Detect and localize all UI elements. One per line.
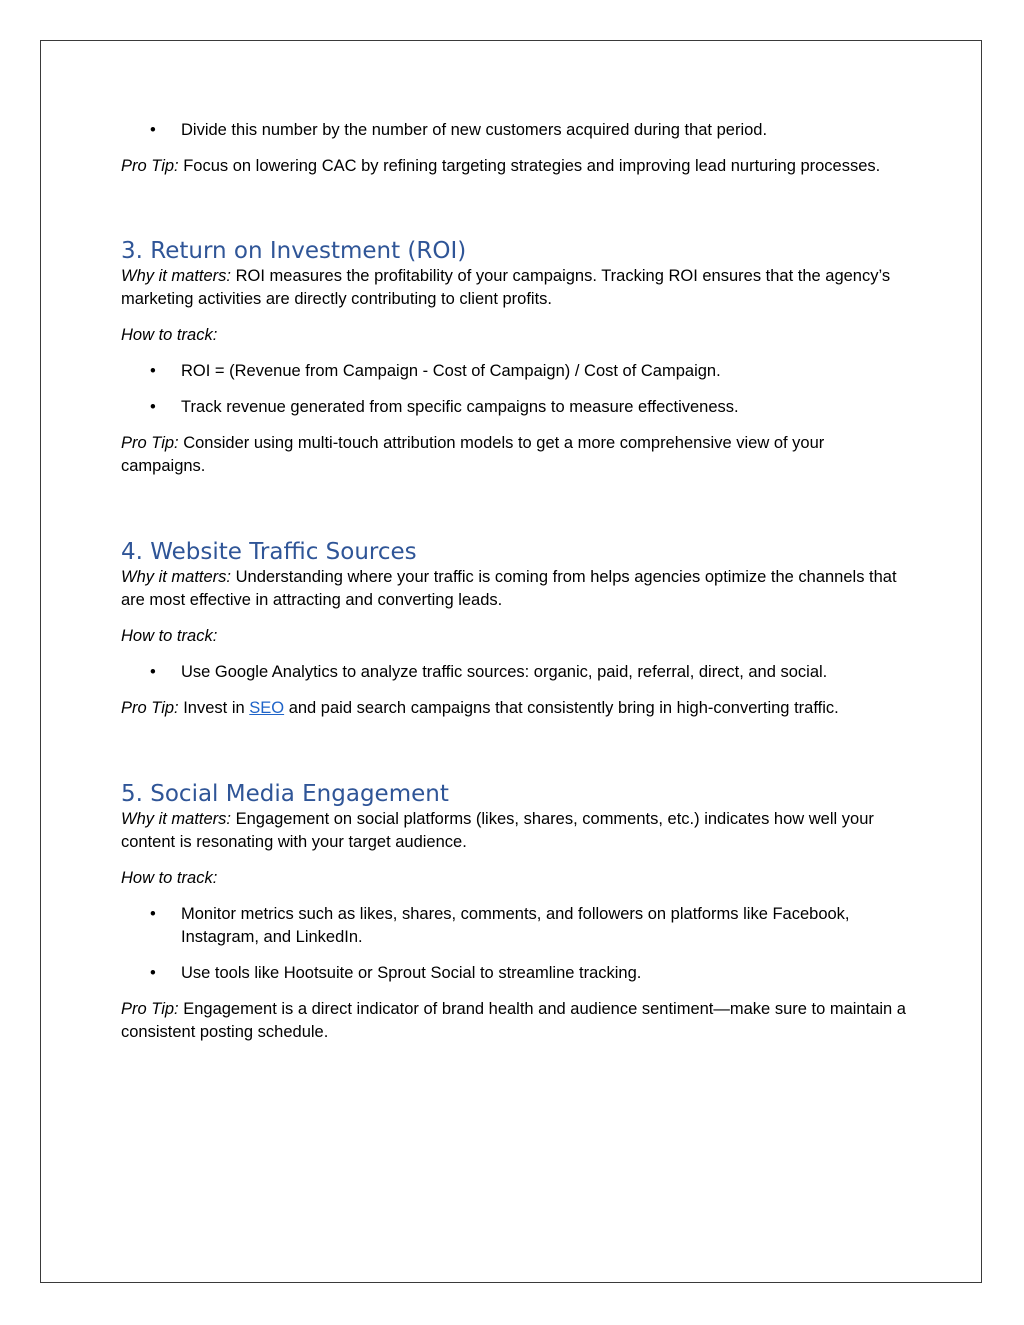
list-item-text: Use tools like Hootsuite or Sprout Social to streamline tracking. <box>181 964 642 982</box>
list-item-text: Divide this number by the number of new customers acquired during that period. <box>181 121 768 139</box>
list-item <box>121 119 911 142</box>
intro-pro-tip <box>121 155 911 178</box>
pro-tip-label: Pro Tip: <box>121 1000 179 1018</box>
bullet-glyph: • <box>150 398 156 416</box>
bullet-list <box>121 903 911 985</box>
how-to-track <box>121 324 911 347</box>
pro-tip-label: Pro Tip: <box>121 699 179 717</box>
pro-tip <box>121 432 911 478</box>
list-item <box>121 661 911 684</box>
section-roi <box>121 237 911 478</box>
list-item <box>121 396 911 419</box>
pro-tip-text: Consider using multi-touch attribution models to get a more comprehensive view of your campaigns. <box>121 434 825 475</box>
why-it-matters <box>121 566 911 612</box>
pro-tip-text: Focus on lowering CAC by refining targeting strategies and improving lead nurturing processes. <box>178 157 881 175</box>
list-item-text: Track revenue generated from specific campaigns to measure effectiveness. <box>181 398 739 416</box>
section-website-traffic-sources <box>121 538 911 720</box>
bullet-list <box>121 360 911 419</box>
how-to-track <box>121 867 911 890</box>
section-heading: 4. Website Traffic Sources <box>121 539 417 565</box>
why-text: ROI measures the profitability of your campaigns. Tracking ROI ensures that the agency’s marketing activities are directly contributing to client profits. <box>121 267 891 308</box>
list-item <box>121 962 911 985</box>
why-text: Engagement on social platforms (likes, shares, comments, etc.) indicates how well your content is resonating with your target audience. <box>121 810 874 851</box>
pro-tip <box>121 998 911 1044</box>
seo-link[interactable]: SEO <box>249 699 285 717</box>
bullet-glyph: • <box>150 362 156 380</box>
bullet-glyph: • <box>150 964 156 982</box>
pro-tip-text: Engagement is a direct indicator of brand health and audience sentiment—make sure to maintain a consistent posting schedule. <box>121 1000 906 1041</box>
why-label: Why it matters: <box>121 267 232 285</box>
why-label: Why it matters: <box>121 810 232 828</box>
why-it-matters <box>121 265 911 311</box>
pro-tip-label: Pro Tip: <box>121 157 179 175</box>
pro-tip <box>121 697 911 720</box>
document-body <box>121 119 911 1057</box>
bullet-glyph: • <box>150 121 156 139</box>
how-label: How to track: <box>121 627 218 645</box>
list-item <box>121 360 911 383</box>
list-item-text: ROI = (Revenue from Campaign - Cost of Campaign) / Cost of Campaign. <box>181 362 721 380</box>
list-item <box>121 903 911 949</box>
section-heading: 3. Return on Investment (ROI) <box>121 238 467 264</box>
why-label: Why it matters: <box>121 568 232 586</box>
bullet-list <box>121 661 911 684</box>
bullet-glyph: • <box>150 905 156 923</box>
why-it-matters <box>121 808 911 854</box>
pro-tip-text-before: Invest in <box>178 699 250 717</box>
pro-tip-text-after: and paid search campaigns that consistently bring in high-converting traffic. <box>284 699 839 717</box>
how-to-track <box>121 625 911 648</box>
how-label: How to track: <box>121 869 218 887</box>
pro-tip-label: Pro Tip: <box>121 434 179 452</box>
how-label: How to track: <box>121 326 218 344</box>
list-item-text: Use Google Analytics to analyze traffic sources: organic, paid, referral, direct, and social. <box>181 663 828 681</box>
intro-bullet-list <box>121 119 911 142</box>
bullet-glyph: • <box>150 663 156 681</box>
section-social-media-engagement <box>121 780 911 1044</box>
section-heading: 5. Social Media Engagement <box>121 781 449 807</box>
why-text: Understanding where your traffic is coming from helps agencies optimize the channels that are most effective in attracting and converting leads. <box>121 568 897 609</box>
list-item-text: Monitor metrics such as likes, shares, comments, and followers on platforms like Facebook, Instagram, and LinkedIn. <box>181 905 850 946</box>
